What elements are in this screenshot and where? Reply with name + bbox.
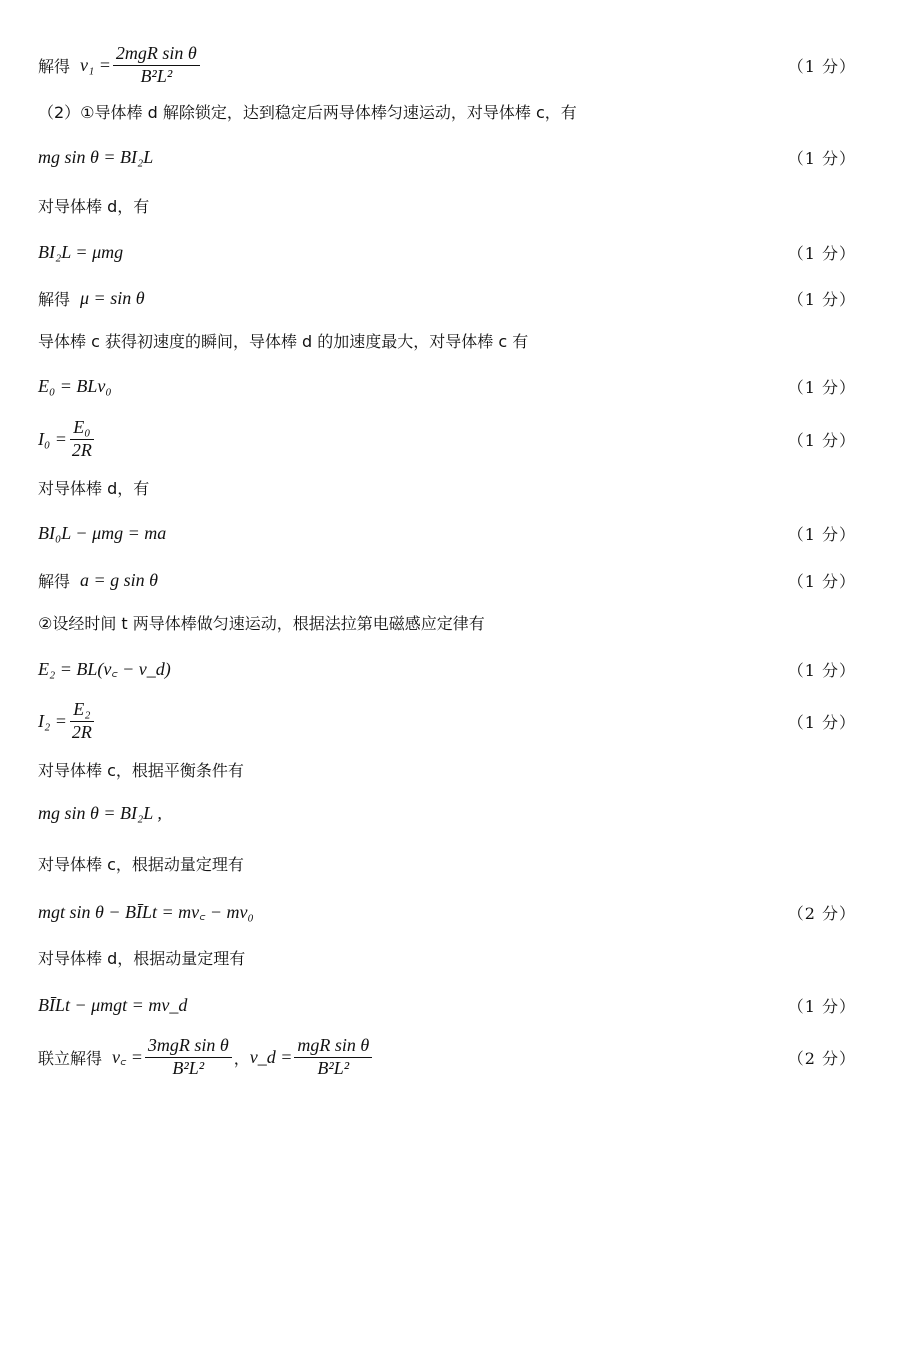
score: （1 分） <box>787 290 856 309</box>
lhs-vd: v_d = <box>249 1046 293 1067</box>
fraction-vc <box>145 1036 232 1079</box>
score: （1 分） <box>787 572 856 591</box>
expr: E₀ = BLv₀ <box>38 376 112 396</box>
expr: BI₂L = μmg <box>38 242 124 262</box>
denominator: B²L² <box>172 1057 205 1078</box>
text: 对导体棒 d，有 <box>38 197 150 216</box>
equation <box>38 146 856 169</box>
fraction <box>69 700 95 743</box>
text: （2）①导体棒 d 解除锁定，达到稳定后两导体棒匀速运动，对导体棒 c，有 <box>38 103 577 122</box>
equation-I0 <box>38 418 856 461</box>
score: （1 分） <box>787 149 856 168</box>
expr: mg sin θ = BI₂L <box>38 147 154 167</box>
text: ②设经时间 t 两导体棒做匀速运动，根据法拉第电磁感应定律有 <box>38 614 485 633</box>
equation <box>38 287 856 310</box>
fraction <box>69 418 95 461</box>
denominator: B²L² <box>317 1057 350 1078</box>
equation <box>38 803 856 824</box>
score: （1 分） <box>787 525 856 544</box>
equation <box>38 241 856 264</box>
equation <box>38 522 856 545</box>
expr: a = g sin θ <box>80 570 159 590</box>
text: 导体棒 c 获得初速度的瞬间，导体棒 d 的加速度最大，对导体棒 c 有 <box>38 332 529 351</box>
text-line <box>38 100 856 123</box>
expr: BĪLt − μmgt = mv_d <box>38 995 188 1015</box>
lhs: I₂ = <box>38 710 67 731</box>
text: 对导体棒 c，根据动量定理有 <box>38 855 244 874</box>
equation-v1 <box>38 44 856 87</box>
expr: E₂ = BL(v꜀ − v_d) <box>38 659 171 679</box>
numerator: 2mgR sin θ <box>113 44 200 66</box>
expr: BI₀L − μmg = ma <box>38 523 167 543</box>
text-line <box>38 758 856 781</box>
prefix: 解得 <box>38 56 71 76</box>
equation <box>38 994 856 1017</box>
expr: μ = sin θ <box>80 288 145 308</box>
score: （1 分） <box>787 378 856 397</box>
score: （1 分） <box>787 56 856 76</box>
equation-final <box>38 1036 856 1079</box>
prefix: 解得 <box>38 290 71 309</box>
expr: mgt sin θ − BĪLt = mv꜀ − mv₀ <box>38 902 254 922</box>
text: 对导体棒 d，根据动量定理有 <box>38 949 246 968</box>
fraction-vd <box>294 1036 372 1079</box>
score: （1 分） <box>787 660 856 680</box>
score: （1 分） <box>787 997 856 1016</box>
lhs-vc: v꜀ = <box>112 1047 143 1068</box>
separator: ， <box>233 1048 250 1068</box>
equation <box>38 375 856 398</box>
lhs: I₀ = <box>38 428 67 449</box>
score: （1 分） <box>787 430 856 450</box>
equation <box>38 569 856 592</box>
text-line <box>38 476 856 499</box>
prefix: 联立解得 <box>38 1048 103 1068</box>
prefix: 解得 <box>38 572 71 591</box>
numerator: 3mgR sin θ <box>145 1036 232 1058</box>
score: （1 分） <box>787 712 856 732</box>
text: 对导体棒 c，根据平衡条件有 <box>38 761 244 780</box>
text-line <box>38 611 856 634</box>
score: （1 分） <box>787 244 856 263</box>
expr: mg sin θ = BI₂L , <box>38 803 162 823</box>
text-line <box>38 329 856 352</box>
score: （2 分） <box>787 1048 856 1068</box>
denominator: 2R <box>71 439 92 460</box>
score: （2 分） <box>787 903 856 923</box>
lhs: v₁ = <box>80 54 111 75</box>
denominator: B²L² <box>140 65 173 86</box>
numerator: E₂ <box>70 700 93 722</box>
equation-I2 <box>38 700 856 743</box>
fraction <box>113 44 200 87</box>
text-line <box>38 194 856 217</box>
numerator: E₀ <box>70 418 93 440</box>
denominator: 2R <box>71 721 92 742</box>
equation <box>38 900 856 924</box>
text-line <box>38 946 856 969</box>
equation <box>38 657 856 681</box>
text: 对导体棒 d，有 <box>38 479 150 498</box>
numerator: mgR sin θ <box>294 1036 372 1058</box>
text-line <box>38 852 856 875</box>
